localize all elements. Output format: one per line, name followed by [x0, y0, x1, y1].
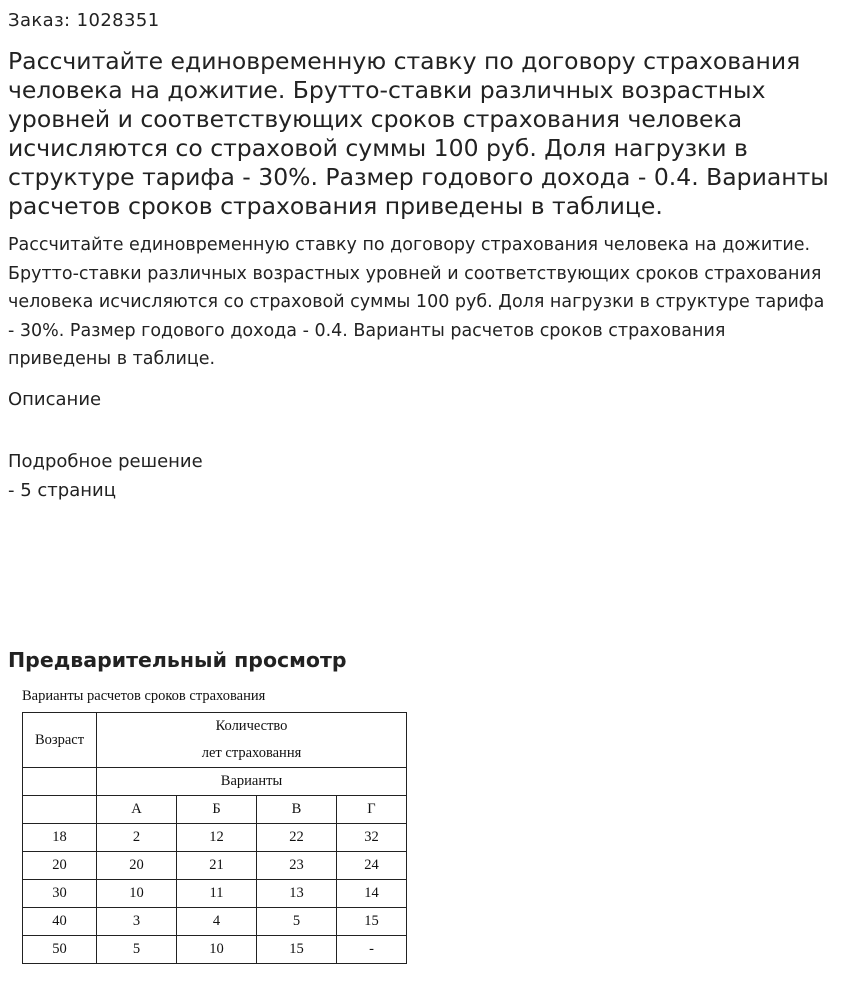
value-cell: 21 [177, 852, 257, 880]
variant-name: Г [337, 796, 407, 824]
value-cell: 5 [257, 908, 337, 936]
table-header-row [23, 713, 407, 768]
value-cell: 10 [97, 880, 177, 908]
value-cell: - [337, 936, 407, 964]
table-row [23, 852, 407, 880]
description-text: Рассчитайте единовременную ставку по договору страхования человека на дожитие. Брутто-ставки различных возрастных уровней и соответствующих сроков страхования человека исчисляются со страховой суммы 100 руб. Доля нагрузки в структуре тарифа - 30%. Размер годового дохода - 0.4. Варианты расчетов сроков страхования приведены в таблице. [8, 235, 825, 370]
value-cell: 12 [177, 824, 257, 852]
table-row [23, 880, 407, 908]
value-cell: 11 [177, 880, 257, 908]
value-cell: 15 [257, 936, 337, 964]
empty-cell [23, 796, 97, 824]
empty-cell [23, 768, 97, 796]
value-cell: 22 [257, 824, 337, 852]
variant-name: Б [177, 796, 257, 824]
age-cell: 18 [23, 824, 97, 852]
value-cell: 14 [337, 880, 407, 908]
order-number: Заказ: 1028351 [8, 10, 160, 31]
variants-header: Варианты [97, 768, 407, 796]
qty-header-line1: Количество [215, 718, 288, 734]
variants-table [22, 712, 407, 964]
variant-names-row [23, 796, 407, 824]
page-title: Рассчитайте единовременную ставку по договору страхования человека на дожитие. Брутто-ставки различных возрастных уровней и соответствующих сроков страхования человека исчисляются со страховой суммы 100 руб. Доля нагрузки в структуре тарифа - 30%. Размер годового дохода - 0.4. Варианты расчетов сроков страхования приведены в таблице. [8, 47, 829, 220]
qty-header-line2: лет страховання [201, 745, 302, 761]
table-row [23, 936, 407, 964]
preview-heading: Предварительный просмотр [8, 648, 347, 672]
preview-caption: Варианты расчетов сроков страхования [22, 688, 266, 704]
value-cell: 15 [337, 908, 407, 936]
value-cell: 20 [97, 852, 177, 880]
age-cell: 30 [23, 880, 97, 908]
value-cell: 10 [177, 936, 257, 964]
qty-header [97, 713, 407, 768]
value-cell: 5 [97, 936, 177, 964]
description-label: Описание [8, 389, 102, 410]
solution-label: Подробное решение [8, 451, 203, 472]
variant-name: А [97, 796, 177, 824]
value-cell: 2 [97, 824, 177, 852]
value-cell: 24 [337, 852, 407, 880]
value-cell: 32 [337, 824, 407, 852]
age-cell: 50 [23, 936, 97, 964]
table-row [23, 908, 407, 936]
value-cell: 13 [257, 880, 337, 908]
variants-header-row [23, 768, 407, 796]
value-cell: 23 [257, 852, 337, 880]
value-cell: 3 [97, 908, 177, 936]
value-cell: 4 [177, 908, 257, 936]
table-row [23, 824, 407, 852]
pages-count: - 5 страниц [8, 480, 116, 501]
age-header: Возраст [23, 713, 97, 768]
variant-name: В [257, 796, 337, 824]
age-cell: 40 [23, 908, 97, 936]
age-cell: 20 [23, 852, 97, 880]
preview-image [22, 688, 407, 964]
